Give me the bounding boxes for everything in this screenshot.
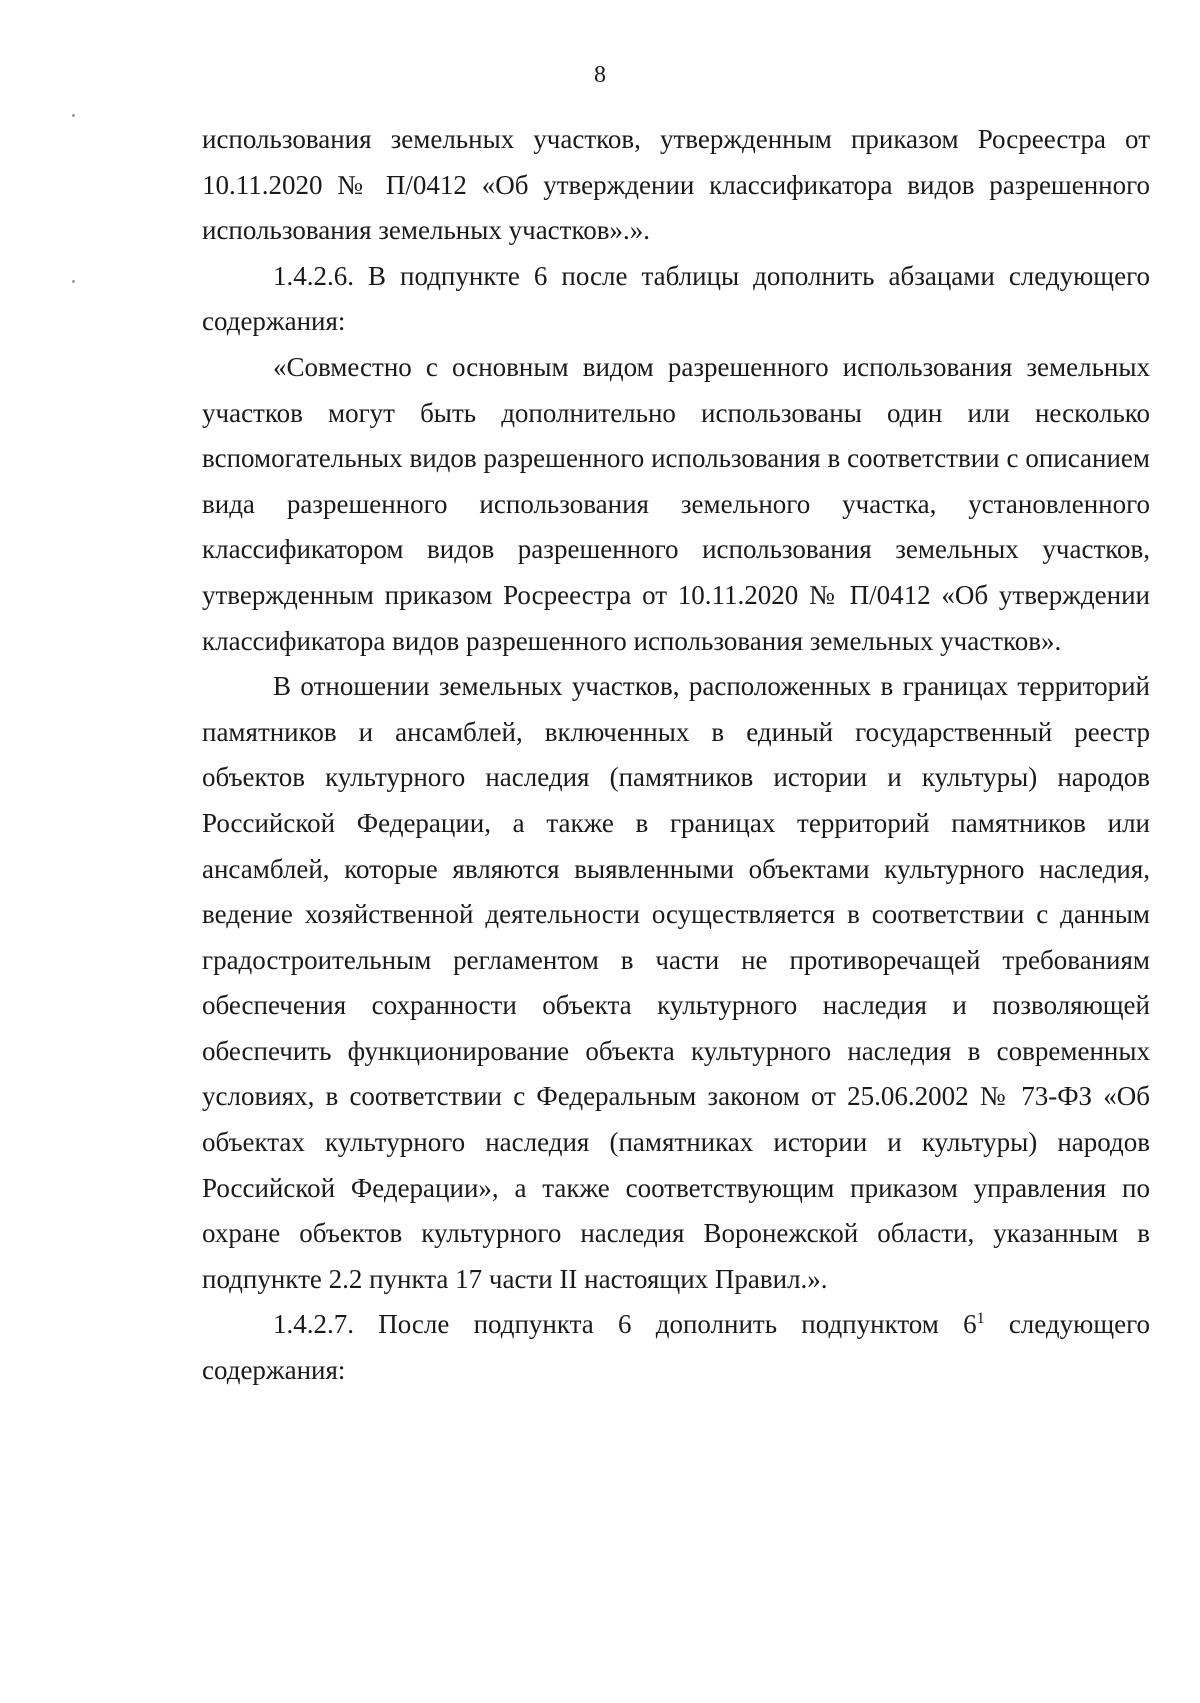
page-number: 8 [594, 62, 606, 88]
paragraph-cultural-heritage: В отношении земельных участков, расположенных в границах территорий памятников и ансамблей, включенных в единый государственный реестр объектов культурного наследия (памятников истории и культуры) народов Российской Федерации, а также в границах территорий памятников или ансамблей, которые являются выявленными объектами культурного наследия, ведение хозяйственной деятельности осуществляется в соответствии с данным градостроительным регламентом в части не противоречащей требованиям обеспечения сохранности объекта культурного наследия и позволяющей обеспечить функционирование объекта культурного наследия в современных условиях, в соответствии с Федеральным законом от 25.06.2002 № 73-ФЗ «Об объектах культурного наследия (памятниках истории и культуры) народов Российской Федерации», а также соответствующим приказом управления по охране объектов культурного наследия Воронежской области, указанным в подпункте 2.2 пункта 17 части II настоящих Правил.». [202, 671, 1150, 1294]
paragraph-1-4-2-7 [202, 1302, 1150, 1393]
scan-dot-mark [72, 280, 75, 283]
paragraph-1-4-2-7-text-after: следующего содержания: [202, 1309, 1150, 1386]
paragraph-1-4-2-7-text-before: 1.4.2.7. После подпункта 6 дополнить подпунктом 6 [273, 1309, 977, 1340]
document-body [202, 117, 1150, 1394]
paragraph-continuation: использования земельных участков, утвержденным приказом Росреестра от 10.11.2020 № П/0412 «Об утверждении классификатора видов разрешенного использования земельных участков».». [202, 124, 1150, 246]
paragraph-quoted-amendment: «Совместно с основным видом разрешенного использования земельных участков могут быть дополнительно использованы один или несколько вспомогательных видов разрешенного использования в соответствии с описанием вида разрешенного использования земельного участка, установленного классификатором видов разрешенного использования земельных участков, утвержденным приказом Росреестра от 10.11.2020 № П/0412 «Об утверждении классификатора видов разрешенного использования земельных участков». [202, 351, 1150, 656]
paragraph-1-4-2-6: 1.4.2.6. В подпункте 6 после таблицы дополнить абзацами следующего содержания: [202, 260, 1150, 337]
scan-dot-mark [72, 114, 75, 117]
superscript-index: 1 [976, 1310, 985, 1328]
